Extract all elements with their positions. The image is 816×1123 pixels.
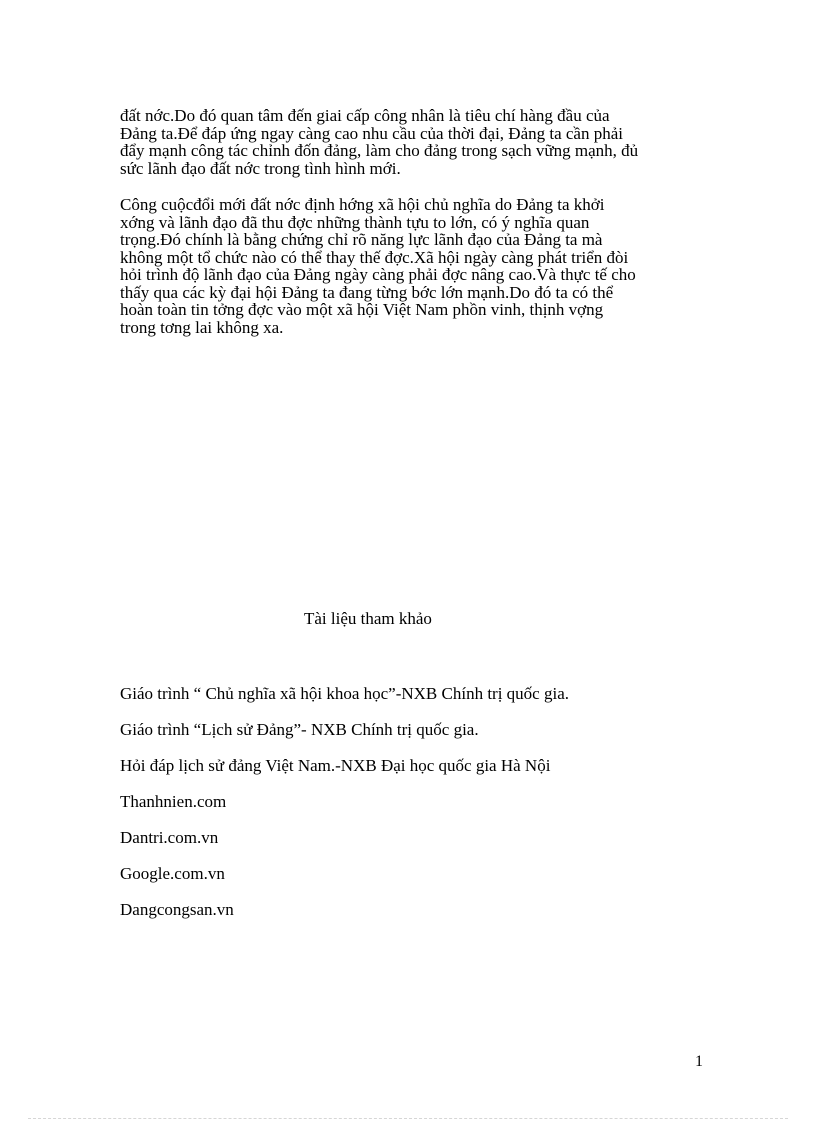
text-line: không một tổ chức nào có thể thay thế đợc.Xã hội ngày càng phát triển đòi bbox=[120, 247, 629, 267]
text-line: hỏi trình độ lãnh đạo của Đảng ngày càng phải đợc nâng cao.Và thực tế cho bbox=[120, 265, 636, 284]
text-line: đẩy mạnh công tác chỉnh đốn đảng, làm cho đảng trong sạch vững mạnh, đủ bbox=[120, 141, 639, 160]
reference-item: Thanhnien.com bbox=[120, 792, 227, 811]
reference-item: Dantri.com.vn bbox=[120, 828, 219, 847]
text-line: sức lãnh đạo đất nớc trong tình hình mới. bbox=[120, 158, 401, 178]
text-line: Công cuộcđổi mới đất nớc định hớng xã hội chủ nghĩa do Đảng ta khởi bbox=[120, 195, 605, 214]
text-line: đất nớc.Do đó quan tâm đến giai cấp công nhân là tiêu chí hàng đầu của bbox=[120, 106, 610, 125]
body-paragraph-2 bbox=[120, 196, 700, 336]
page-number: 1 bbox=[695, 1053, 703, 1070]
references-heading: Tài liệu tham khảo bbox=[304, 609, 432, 628]
text-line: thấy qua các kỳ đại hội Đảng ta đang từng bớc lớn mạnh.Do đó ta có thể bbox=[120, 282, 614, 302]
text-line: xớng và lãnh đạo đã thu đợc những thành tựu to lớn, có ý nghĩa quan bbox=[120, 212, 590, 232]
reference-item: Google.com.vn bbox=[120, 864, 225, 883]
references-list bbox=[120, 684, 569, 936]
text-line: trong tơng lai không xa. bbox=[120, 317, 284, 337]
reference-item: Giáo trình “ Chủ nghĩa xã hội khoa học”-NXB Chính trị quốc gia. bbox=[120, 684, 569, 703]
body-paragraph-1 bbox=[120, 107, 700, 177]
reference-item: Giáo trình “Lịch sử Đảng”- NXB Chính trị quốc gia. bbox=[120, 720, 479, 739]
page-bottom-divider bbox=[28, 1118, 788, 1119]
reference-item: Dangcongsan.vn bbox=[120, 900, 234, 919]
reference-item: Hỏi đáp lịch sử đảng Việt Nam.-NXB Đại học quốc gia Hà Nội bbox=[120, 756, 551, 775]
text-line: Đảng ta.Để đáp ứng ngay càng cao nhu cầu của thời đại, Đảng ta cần phải bbox=[120, 123, 623, 143]
text-line: trọng.Đó chính là bằng chứng chỉ rõ năng lực lãnh đạo của Đảng ta mà bbox=[120, 230, 603, 249]
text-line: hoàn toàn tin tởng đợc vào một xã hội Việt Nam phồn vinh, thịnh vợng bbox=[120, 300, 604, 319]
